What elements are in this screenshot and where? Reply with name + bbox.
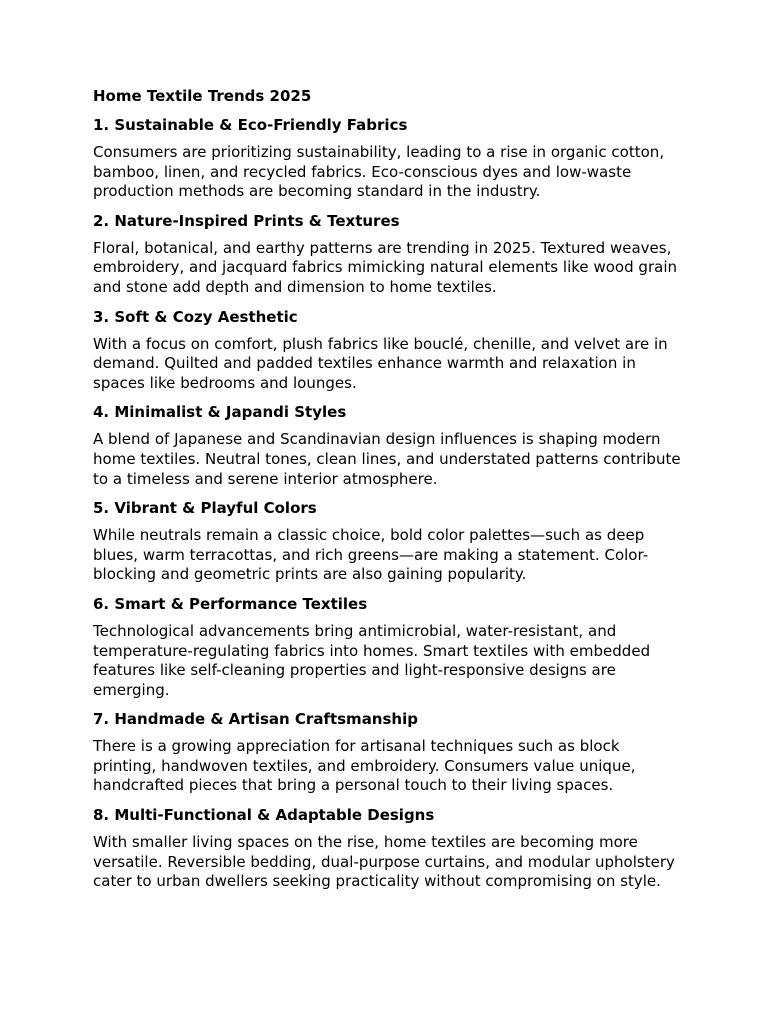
section-body: Consumers are prioritizing sustainability, leading to a rise in organic cotton, bamboo, linen, and recycled fabrics. Eco-conscious dyes and low-waste production methods are becoming standard in the industry. [93,143,665,201]
section-heading: 1. Sustainable & Eco-Friendly Fabrics [93,116,408,134]
section-body: Floral, botanical, and earthy patterns are trending in 2025. Textured weaves, embroidery, and jacquard fabrics mimicking natural elements like wood grain and stone add depth and dimension to home textiles. [93,238,678,296]
section-minimalist-japandi [93,402,683,489]
section-heading: 7. Handmade & Artisan Craftsmanship [93,710,418,729]
section-body: Technological advancements bring antimicrobial, water-resistant, and temperature-regulating fabrics into homes. Smart textiles with embedded features like self-cleaning properties and light-responsive designs are emerging. [93,621,651,699]
section-multi-functional-designs [93,805,683,892]
section-body: A blend of Japanese and Scandinavian design influences is shaping modern home textiles. Neutral tones, clean lines, and understated patterns contribute to a timeless and serene interior atmosphere. [93,430,681,488]
section-smart-textiles [93,594,683,700]
section-heading: 3. Soft & Cozy Aesthetic [93,307,298,326]
section-handmade-artisan [93,709,683,796]
document-title: Home Textile Trends 2025 [93,87,312,105]
section-heading: 4. Minimalist & Japandi Styles [93,403,347,422]
section-body: With a focus on comfort, plush fabrics like bouclé, chenille, and velvet are in demand. Quilted and padded textiles enhance warmth and relaxation in spaces like bedrooms and lounges. [93,334,668,392]
section-vibrant-colors [93,498,683,585]
section-heading: 6. Smart & Performance Textiles [93,594,368,613]
document-page [93,86,683,901]
section-heading: 5. Vibrant & Playful Colors [93,499,317,518]
section-body: With smaller living spaces on the rise, home textiles are becoming more versatile. Reversible bedding, dual-purpose curtains, and modular upholstery cater to urban dwellers seeking practicality without compromising on style. [93,833,675,891]
section-sustainable-fabrics [93,115,683,202]
section-body: There is a growing appreciation for artisanal techniques such as block printing, handwoven textiles, and embroidery. Consumers value unique, handcrafted pieces that bring a personal touch to their living spaces. [93,737,636,795]
section-heading: 8. Multi-Functional & Adaptable Designs [93,806,435,825]
section-heading: 2. Nature-Inspired Prints & Textures [93,211,400,230]
section-soft-cozy-aesthetic [93,307,683,394]
section-nature-inspired-prints [93,211,683,298]
section-body: While neutrals remain a classic choice, bold color palettes—such as deep blues, warm terracottas, and rich greens—are making a statement. Color-blocking and geometric prints are also gaining popularity. [93,526,649,584]
